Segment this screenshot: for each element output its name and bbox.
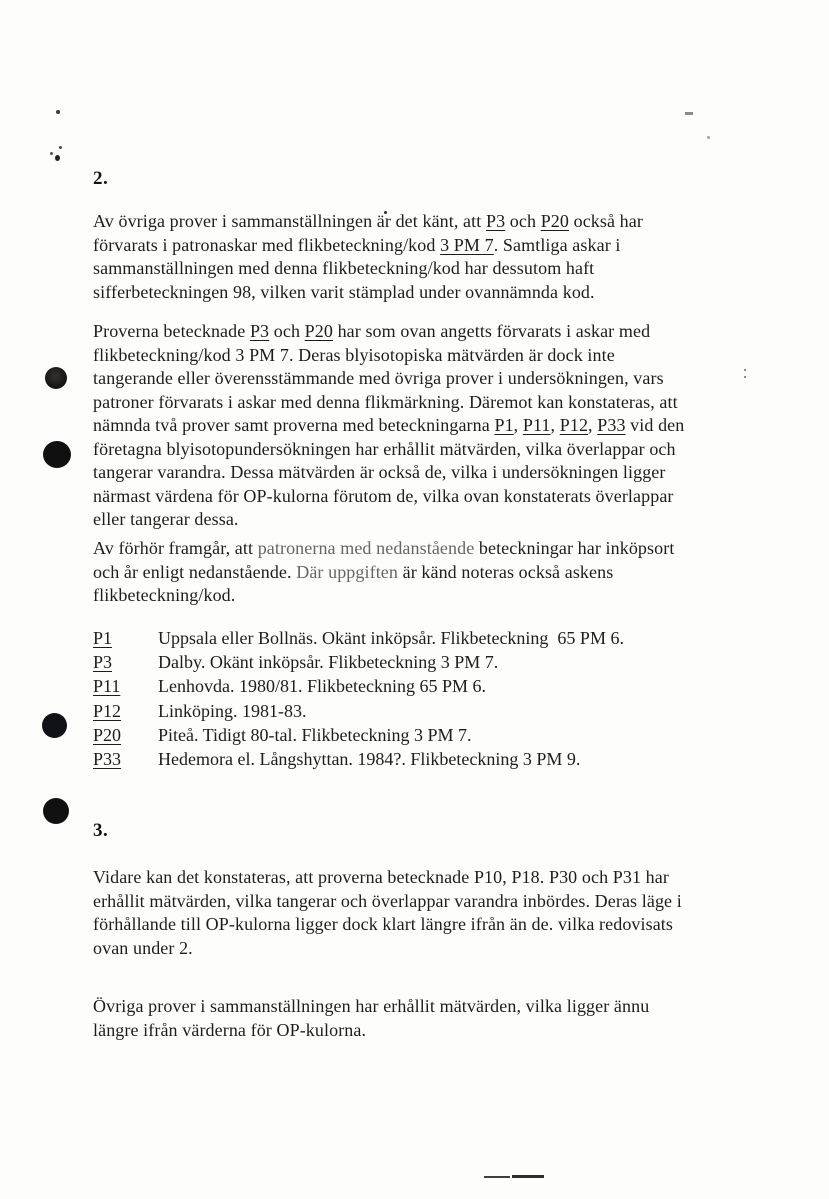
ink-speck (685, 112, 693, 115)
text-segment: och (505, 211, 541, 231)
sample-reference: P12 (559, 415, 589, 435)
ink-speck (707, 136, 710, 139)
sample-reference-label: P1 (93, 628, 113, 648)
text-segment: längre ifrån värderna för OP-kulorna. (93, 1019, 367, 1040)
paragraph (93, 995, 783, 1042)
text-line (93, 414, 783, 438)
text-segment: Av övriga prover i sammanställningen är det känt, att (93, 211, 486, 231)
text-line (93, 995, 783, 1019)
text-line (93, 584, 783, 608)
paragraph (93, 537, 783, 608)
text-line (93, 866, 783, 890)
text-line (93, 561, 783, 585)
list-item (93, 699, 783, 723)
text-line (93, 913, 783, 937)
text-line (93, 320, 783, 344)
paragraph (93, 210, 783, 304)
text-segment: , (513, 415, 523, 435)
text-segment: också har (569, 211, 643, 231)
text-segment: och år enligt nedanstående. (93, 561, 297, 582)
margin-dot (43, 441, 71, 468)
text-line (93, 367, 783, 391)
sample-reference: P1 (494, 415, 514, 435)
margin-dot (45, 367, 67, 389)
text-segment: nämnda två prover samt proverna med beteckningarna (93, 415, 495, 435)
text-line (93, 508, 783, 532)
text-line (93, 438, 783, 462)
text-segment: tangerande eller överensstämmande med övriga prover i undersökningen, vars (93, 368, 664, 388)
text-line (93, 210, 783, 234)
list-item-description: Dalby. Okänt inköpsår. Flikbeteckning 3 PM 7. (158, 652, 499, 673)
text-segment: ovan under 2. (93, 937, 193, 958)
section-number: 3. (93, 820, 109, 841)
sample-reference: P3 (249, 321, 270, 341)
text-line (93, 257, 783, 281)
list-item-description: Uppsala eller Bollnäs. Okänt inköpsår. Flikbeteckning 65 PM 6. (158, 628, 624, 648)
text-segment: beteckningar har inköpsort (474, 538, 675, 558)
separator-dash (512, 1175, 544, 1178)
text-segment: och (269, 321, 305, 341)
sample-reference-label: P3 (93, 652, 113, 673)
margin-dot (42, 713, 67, 738)
sample-reference: P20 (540, 211, 569, 231)
text-segment: Övriga prover i sammanställningen har erhållit mätvärden, vilka ligger ännu (93, 996, 650, 1016)
sample-reference (93, 626, 158, 650)
text-segment: erhållit mätvärden, vilka tangerar och överlappar varandra inbördes. Deras läge i (93, 890, 682, 911)
list-item-description: Piteå. Tidigt 80-tal. Flikbeteckning 3 PM 7. (158, 724, 472, 745)
text-line (93, 391, 783, 415)
list-item (93, 723, 783, 747)
list-item (93, 626, 783, 650)
text-line (93, 485, 783, 509)
text-segment: eller tangerar dessa. (93, 509, 239, 529)
text-line (93, 890, 783, 914)
margin-dot (43, 798, 69, 824)
text-segment: sifferbeteckningen 98, vilken varit stämplad under ovannämnda kod. (93, 281, 595, 302)
text-segment: har som ovan angetts förvarats i askar med (332, 321, 651, 341)
text-segment: förhållande till OP-kulorna ligger dock klart längre ifrån än de. vilka redovisats (93, 914, 674, 934)
text-segment: Vidare kan det konstateras, att proverna betecknade P10, P18. P30 och P31 har (93, 867, 669, 887)
text-line (93, 461, 783, 485)
text-segment: företagna blyisotopundersökningen har erhållit mätvärden, vilka överlappar och (93, 438, 676, 459)
text-segment: sammanställningen med denna flikbeteckning/kod har dessutom haft (93, 258, 595, 278)
sample-reference (93, 747, 158, 771)
text-segment: flikbeteckning/kod 3 PM 7. Deras blyisotopiska mätvärden är dock inte (93, 344, 615, 365)
list-item-description: Hedemora el. Långshyttan. 1984?. Flikbeteckning 3 PM 9. (158, 749, 581, 770)
sample-reference: P11 (522, 415, 551, 435)
ink-speck (59, 146, 62, 149)
ink-speck (56, 110, 60, 114)
sample-reference: 3 PM 7 (440, 234, 494, 255)
text-segment: Proverna betecknade (93, 321, 250, 341)
text-segment: tangerar varandra. Dessa mätvärden är också de, vilka i undersökningen ligger (93, 462, 666, 482)
separator-dash (484, 1176, 510, 1178)
sample-reference (93, 650, 158, 674)
text-segment: förvarats i patronaskar med flikbeteckning/kod (93, 234, 441, 255)
sample-reference (93, 699, 158, 723)
sample-reference: P33 (597, 415, 626, 435)
sample-reference: P3 (485, 211, 506, 231)
text-segment: vid den (625, 415, 685, 435)
sample-reference: P20 (304, 321, 333, 341)
sample-list (93, 626, 783, 771)
sample-reference-label: P20 (93, 724, 122, 745)
faded-text: patronerna med nedanstående (257, 538, 475, 558)
faded-text: Där uppgiften (296, 561, 398, 582)
paragraph (93, 866, 783, 960)
list-item-description: Lenhovda. 1980/81. Flikbeteckning 65 PM 6. (158, 676, 486, 697)
sample-reference (93, 723, 158, 747)
list-item-description: Linköping. 1981-83. (158, 700, 307, 721)
text-line (93, 937, 783, 961)
sample-reference-label: P11 (93, 676, 121, 697)
paragraph (93, 320, 783, 532)
section-number: 2. (93, 168, 109, 189)
list-item (93, 674, 783, 698)
text-segment: är känd noteras också askens (398, 561, 614, 582)
ink-speck (55, 155, 60, 161)
sample-reference-label: P33 (93, 749, 122, 770)
sample-reference (93, 674, 158, 698)
text-segment: Av förhör framgår, att (93, 538, 258, 558)
ink-speck (50, 152, 53, 155)
text-line (93, 537, 783, 561)
text-line (93, 344, 783, 368)
text-line (93, 1019, 783, 1043)
list-item (93, 747, 783, 771)
list-item (93, 650, 783, 674)
text-segment: flikbeteckning/kod. (93, 585, 236, 605)
sample-reference-label: P12 (93, 700, 122, 721)
text-line (93, 281, 783, 305)
text-segment: , (588, 415, 598, 435)
text-segment: närmast värdena för OP-kulorna förutom de, vilka ovan konstaterats överlappar (93, 485, 674, 506)
text-line (93, 234, 783, 258)
text-segment: , (550, 415, 560, 435)
text-segment: . Samtliga askar i (493, 234, 621, 255)
text-segment: patroner förvarats i askar med denna flikmärkning. Däremot kan konstateras, att (93, 391, 678, 412)
